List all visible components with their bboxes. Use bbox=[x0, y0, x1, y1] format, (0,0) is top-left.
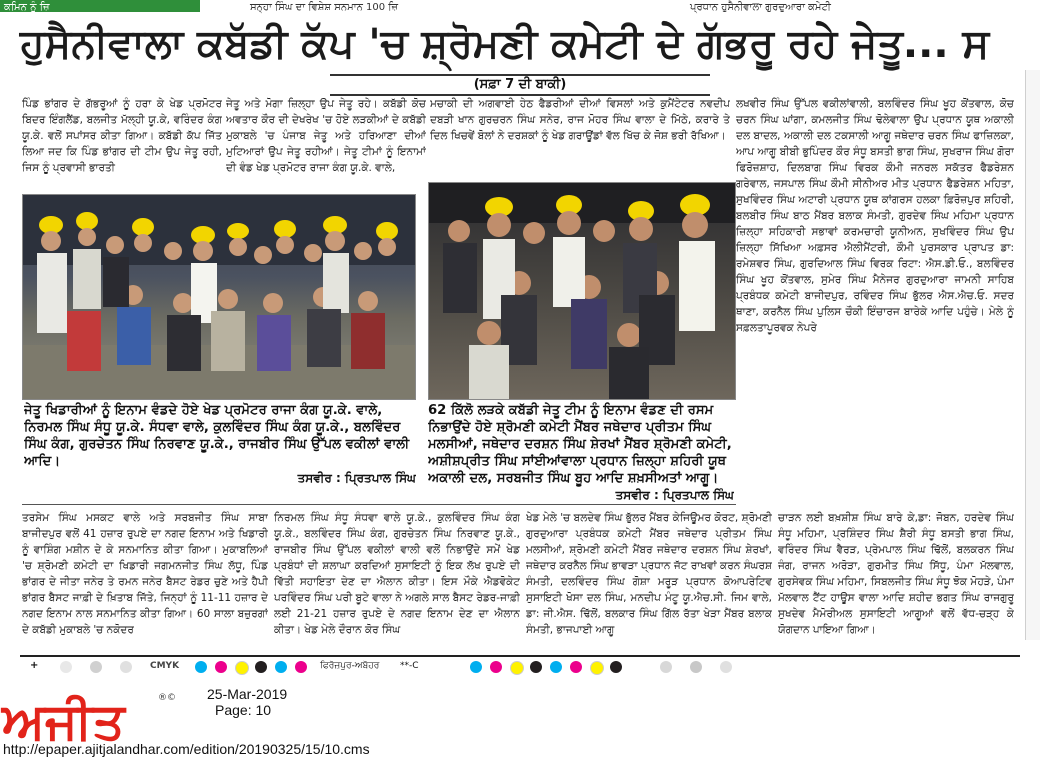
yellow-dot bbox=[235, 661, 249, 675]
photo-right-illustration bbox=[429, 183, 735, 399]
bottom-column-2: ਨਿਰਮਲ ਸਿੰਘ ਸੰਧੂ ਸੰਧਵਾ ਵਾਲੇ ਯੂ.ਕੇ., ਕੁਲਵਿੰਦਰ ਸਿੰਘ ਕੰਗ ਯੂ.ਕੇ., ਬਲਵਿੰਦਰ ਸਿੰਘ ਕੰਗ, ਗੁਰਚੇਤਨ ਸਿੰਘ ਨਿਰਵਾਣ ਯੂ.ਕੇ., ਰਾਜਬੀਰ ਸਿੰਘ ਉੱਪਲ ਵਕੀਲਾਂ ਵਾਲੀ ਵਲੋਂ ਨਿਭਾਉਂਦੇ ਸਮੇਂ ਖੇਡ ਪ੍ਰਬੰਧਾਂ ਦੀ ਸ਼ਲਾਘਾ ਕਰਦਿਆਂ ਸੁਸਾਇਟੀ ਨੂੰ ਇਕ ਲੱਖ ਰੁਪਏ ਦੀ ਵਿੱਤੀ ਸਹਾਇਤਾ ਦੇਣ ਦਾ ਐਲਾਨ ਕੀਤਾ। ਇਸ ਮੌਕੇ ਐਡਵੋਕੇਟ ਪਰਵਿੰਦਰ ਸਿੰਘ ਪਰੀ ਬੂਟੇ ਵਾਲਾ ਨੇ ਅਗਲੇ ਸਾਲ ਬੈਸਟ ਰੇਡਰ-ਜਾਫ਼ੀ ਲਈ 21-21 ਹਜ਼ਾਰ ਰੁਪਏ ਦੇ ਨਗਦ ਇਨਾਮ ਦੇਣ ਦਾ ਐਲਾਨ ਕੀਤਾ। ਖੇਡ ਮੇਲੇ ਦੌਰਾਨ ਕੋਰ ਸਿੰਘ bbox=[274, 512, 520, 636]
photo-left-caption-block bbox=[24, 402, 416, 502]
top-column-1: ਪਿੰਡ ਭਾਂਗਰ ਦੇ ਗੱਭਰੂਆਂ ਨੂੰ ਹਰਾ ਕੇ ਖੇਡ ਪ੍ਰਮੋਟਰ ਬਿਦਰ ਇੰਗਲੈਂਡ, ਬਲਜੀਤ ਮੱਲ੍ਹੀ ਯੂ.ਕੇ, ਵਰਿੰਦਰ ਕੰਗ ਯੂ.ਕੇ. ਵਲੋਂ ਸਪਾਂਸਰ ਕੀਤਾ ਗਿਆ। ਕਬੱਡੀ ਕੱਪ ਜਿੱਤ ਲਿਆ ਜਦ ਕਿ ਪਿੰਡ ਭਾਂਗਰ ਦੀ ਟੀਮ ਉਪ ਜੇਤੂ ਰਹੀ, ਜਿਸ ਨੂੰ ਪ੍ਰਵਾਸੀ ਭਾਰਤੀ bbox=[22, 98, 222, 174]
top-strip-right-text: ਪ੍ਰਧਾਨ ਹੁਸੈਨੀਵਾਲਾ ਗੁਰਦੁਆਰਾ ਕਮੇਟੀ bbox=[690, 2, 831, 13]
page-headline: ਹੁਸੈਨੀਵਾਲਾ ਕਬੱਡੀ ਕੱਪ 'ਚ ਸ਼੍ਰੋਮਣੀ ਕਮੇਟੀ ਦੇ ਗੱਭਰੂ ਰਹੇ ਜੇਤੂ... ਸ bbox=[20, 21, 990, 67]
black-dot bbox=[610, 661, 622, 673]
registration-dot bbox=[60, 661, 72, 673]
edition-page: Page: 10 bbox=[215, 702, 272, 718]
print-registration-bar bbox=[20, 659, 1020, 673]
edition-label: ਫਿਰੋਜ਼ਪੁਰ-ਅਬੋਹਰ bbox=[320, 661, 380, 671]
page-bottom-rule bbox=[20, 655, 1020, 657]
registered-mark: ®© bbox=[158, 693, 175, 703]
top-strip-left-text: ਕਮਿਨ ਨੂੰ ਜ਼ਿ bbox=[4, 2, 50, 13]
magenta-dot bbox=[490, 661, 502, 673]
right-edge-column bbox=[1025, 70, 1040, 640]
ajit-logo-text: ਅਜੀਤ bbox=[2, 692, 125, 750]
registration-dot bbox=[720, 661, 732, 673]
cyan-dot bbox=[195, 661, 207, 673]
magenta-dot bbox=[295, 661, 307, 673]
top-column-3: ਮਚਾਕੀ ਦੀ ਅਗਵਾਈ ਹੇਠ ਫੈਡਰੀਆਂ ਦੀਆਂ ਵਿਸਲਾਂ ਅਤੇ ਕੁਮੈਂਟੇਟਰ ਨਵਦੀਪ ਦਬੜੀ ਖਾਨ ਗੁਰਚਰਨ ਸਿੰਘ ਸਨੇਰ, ਰਾਜ ਮੋਹਰ ਸਿੰਘ ਵਾਲਾ ਦੇ ਮਿੱਠੇ, ਕਰਾਰੇ ਤੇ ਦਿਲ ਖਿਚਵੇਂ ਬੋਲਾਂ ਨੇ ਦਰਸ਼ਕਾਂ ਨੂੰ ਖੇਡ ਗਰਾਊਂਡਾਂ ਵੱਲ ਖਿੱਚ ਕੇ ਜੋਸ਼ ਭਰੀ ਰੱਖਿਆ। bbox=[430, 98, 730, 142]
photo-right-caption: 62 ਕਿੱਲੋ ਲੜਕੇ ਕਬੱਡੀ ਜੇਤੂ ਟੀਮ ਨੂੰ ਇਨਾਮ ਵੰਡਣ ਦੀ ਰਸਮ ਨਿਭਾਉਂਦੇ ਹੋਏ ਸ਼੍ਰੋਮਣੀ ਕਮੇਟੀ ਮੈਂਬਰ ਜਥੇਦਾਰ ਪ੍ਰੀਤਮ ਸਿੰਘ ਮਲਸੀਆਂ, ਜਥੇਦਾਰ ਦਰਸ਼ਨ ਸਿੰਘ ਸ਼ੇਰਖਾਂ ਮੈਂਬਰ ਸ਼੍ਰੋਮਣੀ ਕਮੇਟੀ, ਅਸ਼ੀਸ਼ਪ੍ਰੀਤ ਸਿੰਘ ਸਾਂਈਆਂਵਾਲਾ ਪ੍ਰਧਾਨ ਜ਼ਿਲ੍ਹਾ ਸ਼ਹਿਰੀ ਯੂਥ ਅਕਾਲੀ ਦਲ, ਸਰਬਜੀਤ ਸਿੰਘ ਬੂਹ ਆਦਿ ਸ਼ਖ਼ਸੀਅਤਾਂ ਆਗੂ। bbox=[428, 403, 732, 486]
black-dot bbox=[255, 661, 267, 673]
photo-left-credit: ਤਸਵੀਰ : ਪ੍ਰਿਤਪਾਲ ਸਿੰਘ bbox=[297, 471, 416, 485]
bottom-column-1: ਤਰਸੇਮ ਸਿੰਘ ਮਸਕਟ ਵਾਲੇ ਅਤੇ ਸਰਬਜੀਤ ਸਿੰਘ ਸਾਬਾ ਬਾਜੀਦਪੁਰ ਵਲੋਂ 41 ਹਜ਼ਾਰ ਰੁਪਏ ਦਾ ਨਗਦ ਇਨਾਮ ਅਤੇ ਖਿਡਾਰੀ ਨੂੰ ਵਾਸ਼ਿੰਗ ਮਸ਼ੀਨ ਦੇ ਕੇ ਸਨਮਾਨਿਤ ਕੀਤਾ ਗਿਆ। ਮੁਕਾਬਲਿਆਂ 'ਚ ਸ਼੍ਰੋਮਣੀ ਕਮੇਟੀ ਦਾ ਖਿਡਾਰੀ ਜਗਮਨਜੀਤ ਸਿੰਘ ਲੱਧੂ, ਪਿੰਡ ਭਾਂਗਰ ਦੇ ਜੀਤਾ ਜਨੇਰ ਤੇ ਰਮਨ ਜਨੇਰ ਬੈਸਟ ਰੇਡਰ ਚੁਣੇ ਅਤੇ ਹੈਪੀ ਭਾਂਗਰ ਬੈਸਟ ਜਾਫ਼ੀ ਦੇ ਖ਼ਿਤਾਬ ਜਿੱਤੇ, ਜਿਨ੍ਹਾਂ ਨੂੰ 11-11 ਹਜ਼ਾਰ ਦੇ ਨਗਦ ਇਨਾਮ ਨਾਲ ਸਨਮਾਨਿਤ ਕੀਤਾ ਗਿਆ। 60 ਸਾਲਾ ਬਜ਼ੁਰਗਾਂ ਦੇ ਕਬੱਡੀ ਮੁਕਾਬਲੇ 'ਚ ਨਕੋਦਰ bbox=[22, 512, 268, 636]
cyan-dot bbox=[550, 661, 562, 673]
edition-date: 25-Mar-2019 bbox=[207, 686, 288, 702]
photo-left-illustration bbox=[23, 195, 415, 399]
section-divider bbox=[22, 504, 736, 505]
photo-right-kabaddi-team bbox=[428, 182, 736, 400]
photo-left-prize-ceremony bbox=[22, 194, 416, 400]
yellow-dot bbox=[510, 661, 524, 675]
subhead-continuation: (ਸਫ਼ਾ 7 ਦੀ ਬਾਕੀ) bbox=[330, 74, 710, 96]
cyan-dot bbox=[275, 661, 287, 673]
magenta-dot bbox=[215, 661, 227, 673]
source-url[interactable]: http://epaper.ajitjalandhar.com/edition/20190325/15/10.cms bbox=[3, 741, 370, 757]
edition-meta bbox=[207, 686, 287, 718]
top-column-2: ਜੇਤੂ ਅਤੇ ਮੋਗਾ ਜ਼ਿਲ੍ਹਾ ਉਪ ਜੇਤੂ ਰਹੇ। ਕਬੱਡੀ ਕੋਚ ਅਵਤਾਰ ਕੌਰ ਦੀ ਦੇਖਰੇਖ 'ਚ ਹੋਏ ਲੜਕੀਆਂ ਦੇ ਕਬੱਡੀ ਮੁਕਾਬਲੇ 'ਚ ਪੰਜਾਬ ਜੇਤੂ ਅਤੇ ਹਰਿਆਣਾ ਦੀਆਂ ਮੁਟਿਆਰਾਂ ਉਪ ਜੇਤੂ ਰਹੀਆਂ। ਜੇਤੂ ਟੀਮਾਂ ਨੂੰ ਇਨਾਮਾਂ ਦੀ ਵੰਡ ਖੇਡ ਪ੍ਰਮੋਟਰ ਰਾਜਾ ਕੰਗ ਯੂ.ਕੇ. ਵਾਲੇ, bbox=[226, 98, 426, 174]
cyan-dot bbox=[470, 661, 482, 673]
registration-dot bbox=[90, 661, 102, 673]
registration-dot bbox=[660, 661, 672, 673]
black-dot bbox=[530, 661, 542, 673]
magenta-dot bbox=[570, 661, 582, 673]
top-strip bbox=[0, 0, 1040, 16]
registration-dot bbox=[120, 661, 132, 673]
bottom-column-3: ਖੇਡ ਮੇਲੇ 'ਚ ਬਲਦੇਵ ਸਿੰਘ ਭੁੱਲਰ ਮੈਂਬਰ ਕੇਜਿਊਮਰ ਕੋਰਟ, ਸ਼੍ਰੋਮਣੀ ਗੁਰਦੁਆਰਾ ਪ੍ਰਬੰਧਕ ਕਮੇਟੀ ਮੈਂਬਰ ਜਥੇਦਾਰ ਪ੍ਰੀਤਮ ਸਿੰਘ ਮਲਸੀਆਂ, ਸ਼੍ਰੋਮਣੀ ਕਮੇਟੀ ਮੈਂਬਰ ਜਥੇਦਾਰ ਦਰਸ਼ਨ ਸਿੰਘ ਸ਼ੇਰਖਾਂ, ਜਥੇਦਾਰ ਕਰਨੈਲ ਸਿੰਘ ਭਾਵੜਾ ਪ੍ਰਧਾਨ ਜੱਟ ਰਾਖਵਾਂ ਕਰਨ ਸੰਘਰਸ਼ ਸੰਮਤੀ, ਦਲਵਿੰਦਰ ਸਿੰਘ ਗੋਸ਼ਾ ਮਰੂੜ ਪ੍ਰਧਾਨ ਕੋਆਪਰੇਟਿਵ ਸੁਸਾਇਟੀ ਖੋਸਾ ਦਲ ਸਿੰਘ, ਮਨਦੀਪ ਮੰਟੂ ਯੂ.ਐਚ.ਸੀ. ਜਿਮ ਵਾਲੇ, ਡਾ: ਜੀ.ਐਸ. ਢਿੱਲੋਂ, ਬਲਕਾਰ ਸਿੰਘ ਗਿੱਲ ਰੱਤਾ ਖੇੜਾ ਮੈਂਬਰ ਬਲਾਕ ਸੰਮਤੀ, ਭਾਜਪਾਈ ਆਗੂ bbox=[526, 512, 772, 636]
cmyk-code: **-C bbox=[400, 661, 419, 671]
top-column-4: ਲਖਵੀਰ ਸਿੰਘ ਉੱਪਲ ਵਕੀਲਾਂਵਾਲੀ, ਬਲਵਿੰਦਰ ਸਿੰਘ ਖੂਹ ਕੋਂਤਵਾਲ, ਕੋਚ ਚਰਨ ਸਿੰਘ ਘਾਂਗਾ, ਕਮਲਜੀਤ ਸਿੰਘ ਢੋਲੇਵਾਲਾ ਉਪ ਪ੍ਰਧਾਨ ਯੂਥ ਅਕਾਲੀ ਦਲ ਬਾਦਲ, ਅਕਾਲੀ ਦਲ ਟਕਸਾਲੀ ਆਗੂ ਜਥੇਦਾਰ ਚਰਨ ਸਿੰਘ ਫਾਜ਼ਿਲਕਾ, ਆਪ ਆਗੂ ਬੀਬੀ ਭੁਪਿੰਦਰ ਕੌਰ ਸੰਧੂ ਬਸਤੀ ਭਾਗ ਸਿੰਘ, ਸੁਖਰਾਜ ਸਿੰਘ ਗੋਰਾ ਫਿਰੋਜ਼ਸ਼ਾਹ, ਦਿਲਬਾਗ ਸਿੰਘ ਵਿਰਕ ਕੌਮੀ ਜਨਰਲ ਸਕੱਤਰ ਫੈਡਰੇਸ਼ਨ ਗਰੇਵਾਲ, ਜਸਪਾਲ ਸਿੰਘ ਕੌਮੀ ਸੀਨੀਅਰ ਮੀਤ ਪ੍ਰਧਾਨ ਫੈਡਰੇਸ਼ਨ ਮਹਿਤਾ, ਸੁਖਵਿੰਦਰ ਸਿੰਘ ਅਟਾਰੀ ਪ੍ਰਧਾਨ ਯੂਥ ਕਾਂਗਰਸ ਹਲਕਾ ਫ਼ਿਰੋਜ਼ਪੁਰ ਸ਼ਹਿਰੀ, ਬਲਬੀਰ ਸਿੰਘ ਬਾਠ ਮੈਂਬਰ ਬਲਾਕ ਸੰਮਤੀ, ਗੁਰਦੇਵ ਸਿੰਘ ਮਹਿਮਾ ਪ੍ਰਧਾਨ ਜ਼ਿਲ੍ਹਾ ਸਹਿਕਾਰੀ ਸਭਾਵਾਂ ਕਰਮਚਾਰੀ ਯੂਨੀਅਨ, ਸੁਖਵਿੰਦਰ ਸਿੰਘ ਉਪ ਜ਼ਿਲ੍ਹਾ ਸਿੱਖਿਆ ਅਫ਼ਸਰ ਐਲੀਮੈਂਟਰੀ, ਕੌਮੀ ਪੁਰਸਕਾਰ ਪ੍ਰਾਪਤ ਡਾ: ਰਮੇਸ਼ਵਰ ਸਿੰਘ, ਗੁਰਦਿਆਲ ਸਿੰਘ ਵਿਰਕ ਰਿਟਾ: ਐਸ.ਡੀ.ਓ., ਬਲਵਿੰਦਰ ਸਿੰਘ ਖੂਹ ਕੋਂਤਵਾਲ, ਸੁਮੇਰ ਸਿੰਘ ਮੈਨੇਜਰ ਗੁਰਦੁਆਰਾ ਜਾਮਨੀ ਸਾਹਿਬ ਪ੍ਰਬੰਧਕ ਕਮੇਟੀ ਬਾਜੀਦਪੁਰ, ਰਵਿੰਦਰ ਸਿੰਘ ਭੁੱਲਰ ਐਸ.ਐਚ.ਓ. ਸਦਰ ਥਾਣਾ, ਕਰਨੈਲ ਸਿੰਘ ਪੁਲਿਸ ਚੌਕੀ ਇੰਚਾਰਜ ਬਾਰੇਕੇ ਆਦਿ ਪਹੁੰਚੇ। ਮੇਲੇ ਨੂੰ ਸਫ਼ਲਤਾਪੂਰਵਕ ਨੇਪਰੇ bbox=[736, 98, 1014, 334]
photo-right-caption-block bbox=[428, 402, 734, 502]
registration-dot bbox=[690, 661, 702, 673]
bottom-column-4: ਚਾੜਨ ਲਈ ਬਖ਼ਸ਼ੀਸ਼ ਸਿੰਘ ਬਾਰੇ ਕੇ,ਡਾ: ਜੋਬਨ, ਹਰਦੇਵ ਸਿੰਘ ਸੰਧੂ ਮਹਿਮਾ, ਪ੍ਰਸ਼ਿੰਦਰ ਸਿੰਘ ਸ਼ੈਰੀ ਸੰਧੂ ਬਸਤੀ ਭਾਗ ਸਿੰਘ, ਵਰਿੰਦਰ ਸਿੰਘ ਵੈਰੜ, ਪ੍ਰੇਮਪਾਲ ਸਿੰਘ ਢਿੱਲੋਂ, ਬਲਕਰਨ ਸਿੰਘ ਜੰਗ, ਰਾਜਨ ਅਰੋੜਾ, ਗੁਰਮੀਤ ਸਿੰਘ ਸਿੱਧੂ, ਪੰਮਾ ਮੱਲਵਾਲ, ਗੁਰਸੇਵਕ ਸਿੰਘ ਮਹਿਮਾ, ਸਿਬਲਜੀਤ ਸਿੰਘ ਸੰਧੂ ਝੋਕ ਮੋਹੜੇ, ਪੰਮਾ ਮੱਲਵਾਲ ਟੈਂਟ ਹਾਊਸ ਵਾਲਾ ਆਦਿ ਸ਼ਹੀਦ ਭਗਤ ਸਿੰਘ ਰਾਜਗੁਰੂ ਸੁਖਦੇਵ ਮੈਮੋਰੀਅਲ ਸੁਸਾਇਟੀ ਆਗੂਆਂ ਵਲੋਂ ਵੱਧ-ਚੜ੍ਹ ਕੇ ਯੋਗਦਾਨ ਪਾਇਆ ਗਿਆ। bbox=[778, 512, 1014, 636]
cmyk-label: CMYK bbox=[150, 661, 180, 671]
yellow-dot bbox=[590, 661, 604, 675]
photo-right-credit: ਤਸਵੀਰ : ਪ੍ਰਿਤਪਾਲ ਸਿੰਘ bbox=[615, 488, 734, 502]
photo-left-caption: ਜੇਤੂ ਖਿਡਾਰੀਆਂ ਨੂੰ ਇਨਾਮ ਵੰਡਦੇ ਹੋਏ ਖੇਡ ਪ੍ਰਮੋਟਰ ਰਾਜਾ ਕੰਗ ਯੂ.ਕੇ. ਵਾਲੇ, ਨਿਰਮਲ ਸਿੰਘ ਸੰਧੂ ਯੂ.ਕੇ. ਸੰਧਵਾ ਵਾਲੇ, ਕੁਲਵਿੰਦਰ ਸਿੰਘ ਕੰਗ ਯੂ.ਕੇ., ਬਲਵਿੰਦਰ ਸਿੰਘ ਕੰਗ, ਗੁਰਚੇਤਨ ਸਿੰਘ ਨਿਰਵਾਣ ਯੂ.ਕੇ., ਰਾਜਬੀਰ ਸਿੰਘ ਉੱਪਲ ਵਕੀਲਾਂ ਵਾਲੀ ਆਦਿ। bbox=[24, 403, 410, 469]
top-strip-mid-text: ਸਨ੍ਹਾ ਸਿੰਘ ਦਾ ਵਿਸ਼ੇਸ਼ ਸਨਮਾਨ 100 ਜ਼ਿ bbox=[250, 2, 399, 13]
registration-plus-left: + bbox=[30, 660, 39, 671]
